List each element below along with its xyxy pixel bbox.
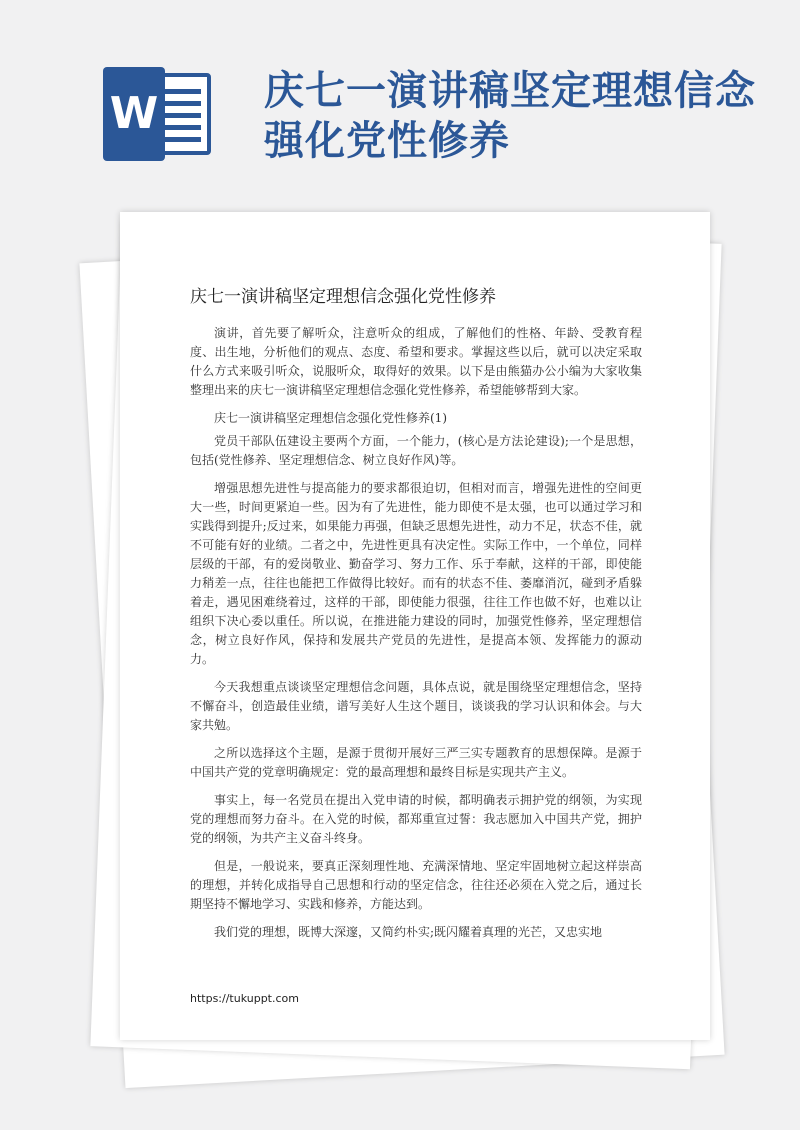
word-letter-w: W (103, 67, 165, 161)
word-document-icon (103, 67, 215, 161)
paragraph: 今天我想重点谈谈坚定理想信念问题，具体点说，就是围绕坚定理想信念，坚持不懈奋斗，创造最佳业绩，谱写美好人生这个题目，谈谈我的学习认识和体会。与大家共勉。 (190, 680, 642, 732)
document-title: 庆七一演讲稿坚定理想信念强化党性修养 (190, 287, 496, 307)
header (0, 0, 800, 200)
paragraph: 事实上，每一名党员在提出入党申请的时候，都明确表示拥护党的纲领，为实现党的理想而努力奋斗。在入党的时候，都郑重宣过誓：我志愿加入中国共产党，拥护党的纲领，为共产主义奋斗终身。 (190, 793, 642, 845)
source-link[interactable]: https://tukuppt.com (190, 992, 299, 1005)
paragraph: 党员干部队伍建设主要两个方面，一个能力，(核心是方法论建设);一个是思想，包括(党性修养、坚定理想信念、树立良好作风)等。 (190, 434, 642, 467)
header-title: 庆七一演讲稿坚定理想信念强化党性修养 (264, 68, 756, 164)
paragraph: 增强思想先进性与提高能力的要求都很迫切，但相对而言，增强先进性的空间更大一些，时间更紧迫一些。因为有了先进性，能力即使不是太强，也可以通过学习和实践得到提升;反过来，如果能力再强，但缺乏思想先进性，动力不足，状态不佳，就不可能有好的业绩。二者之中，先进性更具有决定性。实际工作中，一个单位，同样层级的干部，有的爱岗敬业、勤奋学习、努力工作、乐于奉献，这样的干部，即使能力稍差一点，往往也能把工作做得比较好。而有的状态不佳、萎靡消沉，碰到矛盾躲着走，遇见困难绕着过，这样的干部，即使能力很强，往往工作也做不好，也难以让组织下决心委以重任。所以说，在推进能力建设的同时，加强党性修养，坚定理想信念，树立良好作风，保持和发展共产党员的先进性，是提高本领、发挥能力的源动力。 (190, 481, 642, 666)
section-heading: 庆七一演讲稿坚定理想信念强化党性修养(1) (214, 411, 447, 425)
document-body (190, 324, 642, 951)
paragraph: 之所以选择这个主题，是源于贯彻开展好三严三实专题教育的思想保障。是源于中国共产党的党章明确规定：党的最高理想和最终目标是实现共产主义。 (190, 746, 642, 779)
paragraph: 我们党的理想，既博大深邃，又简约朴实;既闪耀着真理的光芒，又忠实地 (214, 925, 603, 939)
paragraph: 但是，一般说来，要真正深刻理性地、充满深情地、坚定牢固地树立起这样崇高的理想，并转化成指导自己思想和行动的坚定信念，往往还必须在入党之后，通过长期坚持不懈地学习、实践和修养，方能达到。 (190, 859, 642, 911)
document-page (120, 212, 710, 1040)
paragraph-intro: 演讲，首先要了解听众，注意听众的组成，了解他们的性格、年龄、受教育程度、出生地，分析他们的观点、态度、希望和要求。掌握这些以后，就可以决定采取什么方式来吸引听众，说服听众，取得好的效果。以下是由熊猫办公小编为大家收集整理出来的庆七一演讲稿坚定理想信念强化党性修养，希望能够帮到大家。 (190, 326, 642, 397)
